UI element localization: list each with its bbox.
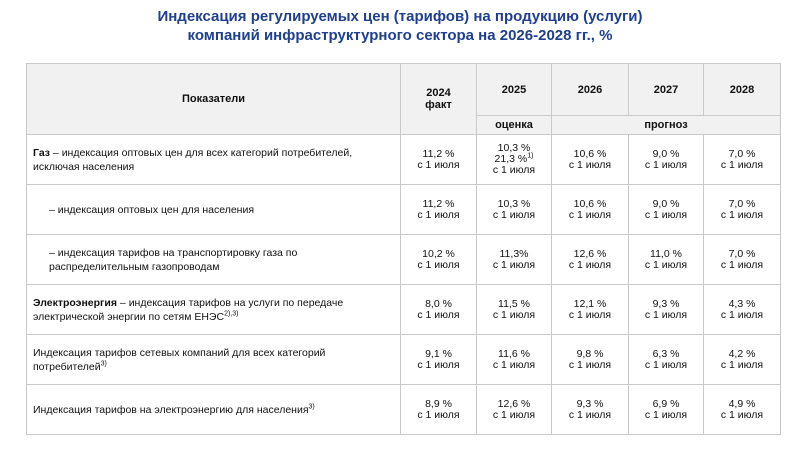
value-date: с 1 июля [644,358,688,371]
value-cell [629,235,704,285]
value-percent: 11,5 % [498,297,530,310]
value-date: с 1 июля [492,408,536,421]
value-date: с 1 июля [492,308,536,321]
value-date: с 1 июля [568,358,612,371]
value-percent: 12,6 % [497,397,531,410]
row-label: Индексация тарифов сетевых компаний для всех категорий потребителей [33,346,326,373]
value-date: с 1 июля [568,258,612,271]
value-percent: 11,6 % [498,347,530,360]
value-cell [704,385,781,435]
value-date: с 1 июля [568,158,612,171]
header-indicator: Показатели [27,64,401,135]
value-percent: 11,0 % [650,247,682,260]
row-lead: Электроэнергия [33,296,118,309]
value-percent: 9,8 % [576,347,604,360]
value-cell [401,235,477,285]
row-footnote: 3) [100,360,107,367]
value-cell [477,285,552,335]
value-percent: 7,0 % [728,247,756,260]
row-indicator [27,285,401,335]
value-date: с 1 июля [417,158,460,171]
header-2024-year: 2024 [426,87,451,99]
header-2025: 2025 [477,64,552,116]
value-percent: 10,6 % [573,147,607,160]
value-date: с 1 июля [568,308,612,321]
row-label: – индексация тарифов на транспортировку газа по распределительным газопроводам [49,246,298,273]
value-cell [704,235,781,285]
title-line-1: Индексация регулируемых цен (тарифов) на продукцию (услуги) [157,8,643,25]
value-cell [704,335,781,385]
value-date: с 1 июля [644,258,688,271]
header-estimate: оценка [477,116,552,135]
value-footnote: 1) [527,152,534,160]
value-cell [401,135,477,185]
value-cell [704,285,781,335]
value-percent: 12,6 % [573,247,607,260]
value-percent: 6,9 % [652,397,680,410]
value-cell [401,385,477,435]
value-date: с 1 июля [568,408,612,421]
value-percent: 9,1 % [425,347,452,360]
value-percent: 9,0 % [652,147,680,160]
value-cell [629,335,704,385]
value-date: с 1 июля [644,208,688,221]
value-date: с 1 июля [568,208,612,221]
row-indicator [27,385,401,435]
value-cell [477,135,552,185]
value-date: с 1 июля [720,208,764,221]
table-row [27,235,781,285]
value-percent: 10,6 % [573,197,607,210]
value-date: с 1 июля [417,408,460,421]
value-percent: 10,3 % [497,142,531,154]
value-date: с 1 июля [720,258,764,271]
value-percent: 6,3 % [652,347,680,360]
value-percent: 8,9 % [425,397,452,410]
table-row [27,385,781,435]
table-row [27,135,781,185]
row-label: – индексация оптовых цен для всех категорий потребителей, исключая населения [33,146,353,173]
value-cell [401,185,477,235]
value-cell [401,285,477,335]
header-2028: 2028 [704,64,781,116]
value-date: с 1 июля [417,358,460,371]
value-percent: 4,3 % [728,297,756,310]
value-date: с 1 июля [644,308,688,321]
row-indicator [27,335,401,385]
table-row [27,335,781,385]
value-cell [552,185,629,235]
value-date: с 1 июля [417,208,460,221]
value-cell [629,185,704,235]
value-percent-alt-text: 21,3 % [494,153,528,165]
value-percent: 11,3% [499,247,529,260]
value-cell [477,185,552,235]
row-label: – индексация тарифов на услуги по передаче электрической энергии по сетям ЕНЭС [33,296,344,323]
table-row [27,185,781,235]
table-row [27,285,781,335]
value-percent: 8,0 % [425,297,452,310]
value-percent: 9,3 % [576,397,604,410]
value-percent: 11,2 % [422,197,455,210]
value-percent: 11,2 % [422,147,455,160]
value-cell [401,335,477,385]
row-indicator [27,185,401,235]
row-label: Индексация тарифов на электроэнергию для населения [33,403,309,416]
value-cell [552,135,629,185]
value-date: с 1 июля [492,208,536,221]
value-cell [552,335,629,385]
value-percent: 10,3 % [497,197,531,210]
title-line-2: компаний инфраструктурного сектора на 2026-2028 гг., % [187,27,613,44]
value-cell [629,385,704,435]
tariff-table [26,63,781,435]
value-percent: 9,3 % [652,297,680,310]
header-2024-fact: факт [425,99,452,111]
value-percent: 12,1 % [573,297,607,310]
row-footnote: 3) [308,403,315,410]
row-footnote: 2),3) [224,310,239,317]
value-date: с 1 июля [720,158,764,171]
value-percent: 9,0 % [652,197,680,210]
value-cell [552,235,629,285]
header-forecast: прогноз [552,116,781,135]
value-percent: 7,0 % [728,197,756,210]
header-2027: 2027 [629,64,704,116]
value-date: с 1 июля [644,158,688,171]
row-label: – индексация оптовых цен для населения [49,203,255,216]
value-cell [477,385,552,435]
value-date: с 1 июля [417,308,460,321]
value-percent: 10,2 % [422,247,455,260]
value-cell [477,235,552,285]
header-2026: 2026 [552,64,629,116]
value-date: с 1 июля [492,358,536,371]
row-indicator [27,235,401,285]
value-date: с 1 июля [720,358,764,371]
value-date: с 1 июля [492,258,536,271]
value-percent: 4,9 % [728,397,756,410]
value-percent: 4,2 % [728,347,756,360]
value-date: с 1 июля [644,408,688,421]
row-lead: Газ [33,146,51,159]
value-percent: 7,0 % [728,147,756,160]
row-indicator [27,135,401,185]
value-cell [552,385,629,435]
value-date: с 1 июля [417,258,460,271]
value-date: с 1 июля [492,164,536,176]
value-cell [477,335,552,385]
value-date: с 1 июля [720,408,764,421]
value-cell [704,185,781,235]
value-cell [704,135,781,185]
value-date: с 1 июля [720,308,764,321]
page-title [0,7,800,45]
value-cell [629,285,704,335]
value-cell [629,135,704,185]
value-cell [552,285,629,335]
header-2024 [401,64,477,135]
